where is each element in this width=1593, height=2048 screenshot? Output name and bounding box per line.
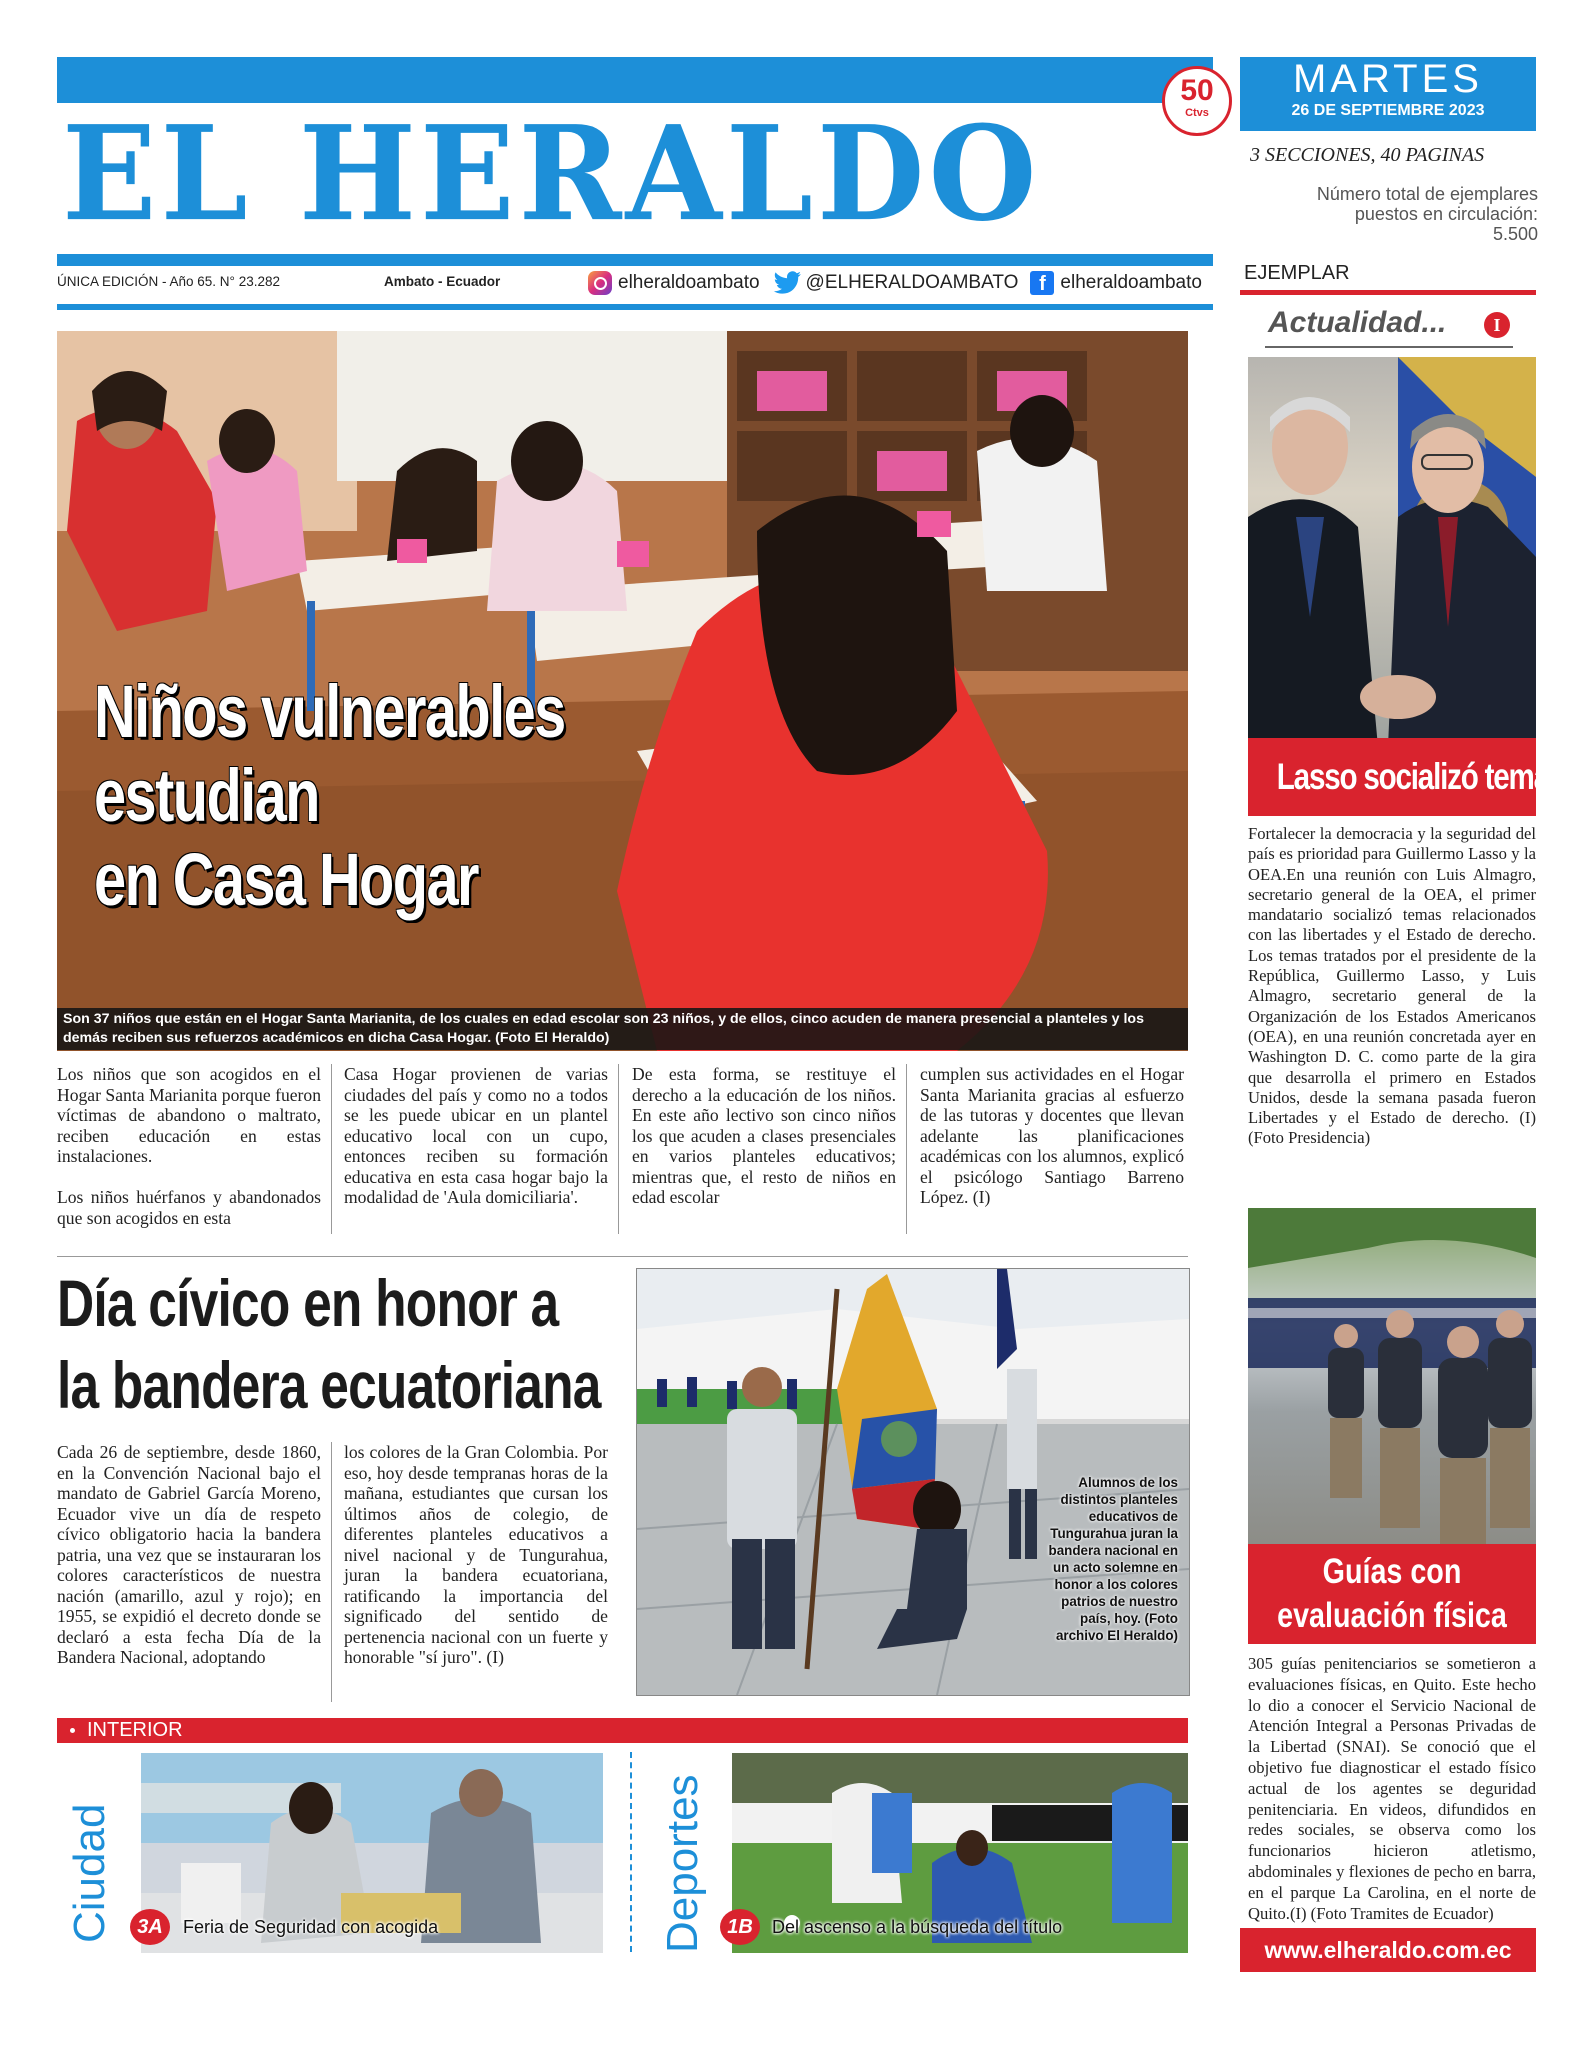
interior-dashed-divider (630, 1752, 632, 1952)
ciudad-teaser-title[interactable]: Feria de Seguridad con acogida (183, 1917, 439, 1937)
lasso-headline: Lasso socializó temas (1276, 756, 1565, 797)
section-title-rule (1265, 346, 1513, 348)
website-url[interactable]: www.elheraldo.com.ec (1264, 1937, 1512, 1963)
interior-item-deportes[interactable] (640, 1745, 1188, 1955)
city-label: Ambato - Ecuador (384, 274, 501, 289)
deportes-teaser-title[interactable]: Del ascenso a la búsqueda del título (772, 1917, 1063, 1937)
lead-col-4: cumplen sus actividades en el Hogar Santa Marianita gracias al esfuerzo de las tutoras y docentes que llevan adelante las planificaciones académicas con los alumnos, explicó el psicólogo Santiago Barreno López. (I) (920, 1064, 1184, 1207)
facebook-handle[interactable]: elheraldoambato (1060, 272, 1202, 293)
masthead-bottom-bar (57, 254, 1213, 266)
price-badge (1162, 66, 1232, 136)
price-unit: Ctvs (1185, 107, 1209, 119)
lead-headline (94, 670, 814, 922)
lead-col-1: Los niños que son acogidos en el Hogar Santa Marianita porque fueron víctimas de abandono o maltrato, reciben educación en estas instalaciones. Los niños huérfanos y abandonados que son acogidos en esta (57, 1064, 321, 1228)
lasso-almagro-photo (1248, 357, 1536, 747)
social-links (588, 268, 1202, 298)
price-value: 50 (1180, 74, 1214, 107)
lead-col-3: De esta forma, se restituye el derecho a la educación de los niños. En este año lectivo son cinco niños los que acuden a clases presenciales en varios planteles educativos; mientras que, el resto de niños en edad escolar (632, 1064, 896, 1207)
deportes-page-badge: 1B (720, 1909, 760, 1945)
lead-col-2: Casa Hogar provienen de varias ciudades del país y como no a todos se les puede ubicar en un plantel educativo local con un cupo, entonces reciben su formación educativa en esta casa hogar bajo la modalidad de 'Aula domiciliaria'. (344, 1064, 608, 1207)
facebook-icon[interactable]: f (1030, 271, 1054, 295)
masthead-title: EL HERALDO (62, 98, 1041, 251)
date-box (1240, 57, 1536, 131)
guias-headline-line2: evaluación física (1277, 1596, 1507, 1635)
lasso-story-body: Fortalecer la democracia y la seguridad del país es prioridad para Guillermo Lasso y la OEA.En una reunión con Luis Almagro, secretario general de la OEA, el primer mandatario socializó temas relacionados con las libertades y el Estado de derecho. Los temas tratados por el presidente de la República, Guillermo Lasso, y Luis Almagro, secretario general de la Organización de los Estados Americanos (OEA), en una reunión concretada ayer en Washington D. C. como parte de la gira que desarrolla el primero en Estados Unidos, desde la semana pasada fueron Libertades y el Estado de derecho. (I) (Foto Presidencia) (1248, 824, 1536, 1148)
twitter-icon[interactable] (772, 271, 802, 295)
lasso-headline-bar (1248, 738, 1565, 816)
guias-headline-bar (1248, 1544, 1536, 1644)
instagram-icon[interactable] (588, 271, 612, 295)
civic-col-divider (331, 1442, 332, 1702)
civic-headline (57, 1262, 657, 1426)
circulation-value: 5.500 (1492, 224, 1538, 244)
lead-col-divider-3 (906, 1064, 907, 1234)
civic-headline-line1: Día cívico en honor a (57, 1266, 559, 1340)
website-bar[interactable] (1240, 1928, 1536, 1972)
interior-item-ciudad[interactable] (57, 1745, 617, 1955)
circulation-label: Número total de ejemplares puestos en circulación: (1316, 184, 1538, 224)
section-badge: I (1484, 312, 1510, 338)
sidebar-rule (1240, 290, 1536, 295)
guias-story-body: 305 guías penitenciarios se sometieron a evaluaciones físicas, en Quito. Este hecho lo dio a conocer el Servicio Nacional de Atención Integral a Personas Privadas de la Libertad (SNAI). Se conoció que el objetivo fue diagnosticar el estado físico actual de los agentes se deguridad penitenciaria. En videos, difundidos en redes sociales, se observa como los funcionarios hicieron atletismo, abdominales y flexiones de pecho en barra, en el parque La Carolina, en el norte de Quito.(I) (Foto Tramites de Ecuador) (1248, 1654, 1536, 1923)
sidebar-label: EJEMPLAR (1244, 262, 1350, 284)
guards-photo (1248, 1208, 1536, 1548)
lead-headline-line1: Niños vulnerables (94, 670, 565, 753)
deportes-section-label: Deportes (658, 1774, 707, 1953)
lead-col-divider-1 (331, 1064, 332, 1234)
lead-photo-caption: Son 37 niños que están en el Hogar Santa Marianita, de los cuales en edad escolar son 23 niños, y de ellos, cinco acuden de manera presencial a planteles y los demás reciben sus refuerzos académicos en dicha Casa Hogar. (Foto El Heraldo) (57, 1008, 1188, 1050)
flag-photo-caption: Alumnos de los distintos planteles educativos de Tungurahua juran la bandera nacional en un acto solemne en honor a los colores patrios de nuestro país, hoy. (Foto archivo El Heraldo) (1048, 1475, 1178, 1643)
date-full: 26 DE SEPTIEMBRE 2023 (1291, 102, 1485, 119)
section-title: Actualidad... (1268, 306, 1447, 339)
instagram-handle[interactable]: elheraldoambato (618, 272, 760, 293)
edition-info: ÚNICA EDICIÓN - Año 65. N° 23.282 (57, 274, 280, 289)
lead-headline-line3: en Casa Hogar (94, 838, 478, 921)
interior-label: INTERIOR (87, 1719, 183, 1741)
date-day: MARTES (1293, 57, 1483, 101)
guias-headline-line1: Guías con (1322, 1552, 1462, 1591)
section-divider (57, 1256, 1188, 1257)
twitter-handle[interactable]: @ELHERALDOAMBATO (805, 272, 1019, 293)
interior-bar (57, 1718, 1188, 1743)
sections-count: 3 SECCIONES, 40 PAGINAS (1250, 144, 1485, 166)
civic-col-1: Cada 26 de septiembre, desde 1860, en la Convención Nacional bajo el mandato de Gabriel García Moreno, Ecuador vive un día de respeto cívico obligatorio hacia la bandera patria, una vez que se instauraran los colores característicos de nuestra nación (amarillo, azul y rojo); en 1955, se expidió el decreto donde se declaró a esta fecha Día de la Bandera Nacional, adoptando (57, 1442, 321, 1667)
ciudad-page-badge: 3A (130, 1909, 170, 1945)
civic-headline-line2: la bandera ecuatoriana (57, 1348, 601, 1422)
lead-headline-line2: estudian (94, 754, 319, 837)
civic-col-2: los colores de la Gran Colombia. Por eso, hoy desde tempranas horas de la mañana, estudiantes que cursan los últimos años de colegio, de diferentes planteles educativos a nivel nacional y de Tungurahua, juran la bandera ecuatoriana, ratificando la importancia del significado del sentido de pertenencia nacional con un fuerte y honorable "sí juro". (I) (344, 1442, 608, 1667)
masthead-rule (57, 304, 1213, 310)
lead-col-divider-2 (618, 1064, 619, 1234)
interior-bullet (70, 1728, 75, 1733)
ciudad-section-label: Ciudad (65, 1803, 114, 1943)
